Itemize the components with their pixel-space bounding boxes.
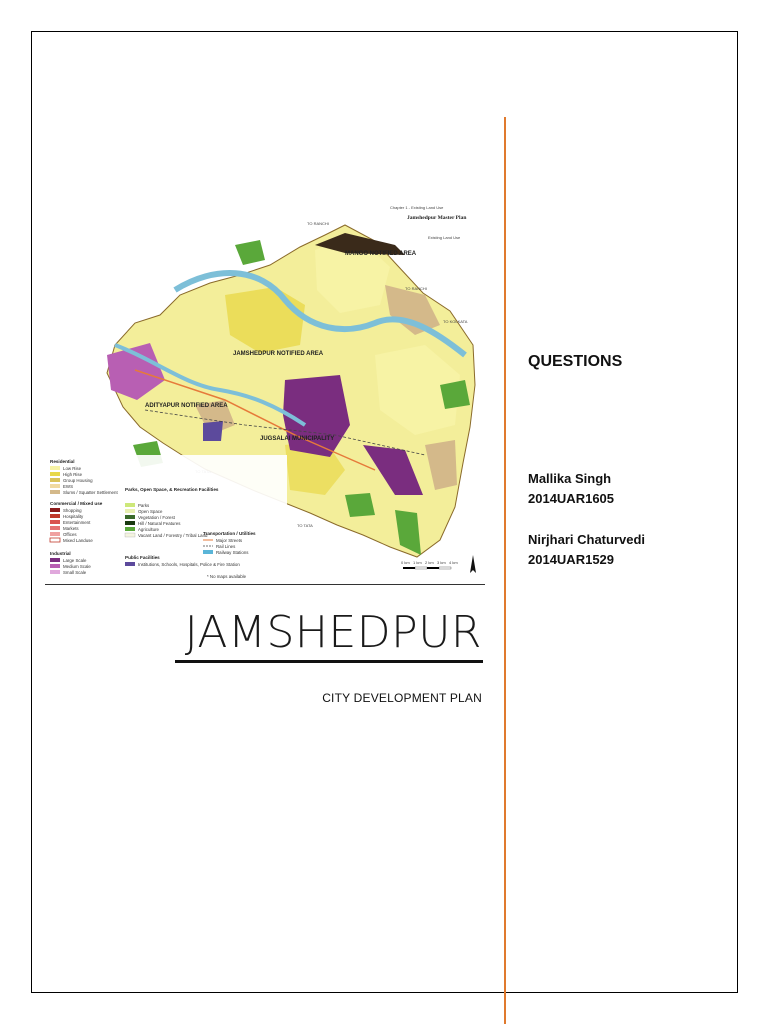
legend-item: Vegetation / Forest [138,515,175,520]
legend-item: Offices [63,532,77,537]
map-header-line1: Chapter 1 - Existing Land Use [390,205,444,210]
legend-public-title: Public Facilities [125,555,160,560]
author-block [528,530,645,570]
legend-swatch [125,562,135,566]
map-header-line3: Existing Land Use [428,235,461,240]
author-id: 2014UAR1529 [528,552,615,567]
author-block [528,469,614,509]
map-label-mango: MANGO NOTIFIED AREA [345,251,417,257]
legend-item: Vacant Land / Forestry / Tribal Land [138,533,208,538]
legend-swatch [50,484,60,488]
legend-item: High Rise [63,472,83,477]
legend-item: Low Rise [63,466,82,471]
vegetation-patch-3 [235,240,265,265]
scale-label: 2 km [425,560,434,565]
map-label-jamshedpur: JAMSHEDPUR NOTIFIED AREA [233,351,324,357]
legend-commercial-title: Commercial / Mixed use [50,501,103,506]
legend-item: Mixed Landuse [63,538,93,543]
vegetation-patch-4 [345,493,375,517]
legend-item: Railway Stations [216,550,249,555]
legend-item: Slums / Squatter Settlement [63,490,118,495]
public-facility-patch [203,421,223,441]
legend-swatch [125,521,135,525]
legend-note: * No maps available [207,574,247,579]
legend-swatch [50,466,60,470]
scale-bar [401,560,458,569]
legend-item: Parks [138,503,150,508]
legend-item: Entertainment [63,520,91,525]
legend-swatch [50,520,60,524]
scale-label: 1 km [413,560,422,565]
legend-swatch [50,490,60,494]
legend-swatch [50,478,60,482]
legend-parks-title: Parks, Open Space, & Recreation Facilities [125,487,219,492]
legend-item: Large Scale [63,558,87,563]
legend-swatch [125,515,135,519]
legend-swatch [50,558,60,562]
legend-item: Major Streets [216,538,243,543]
scale-label: 0 km [401,560,410,565]
legend-swatch [125,509,135,513]
legend-transport-title: Transportation / Utilities [203,531,256,536]
page-subtitle: CITY DEVELOPMENT PLAN [322,691,482,705]
legend-residential-title: Residential [50,459,75,464]
legend-swatch [125,503,135,507]
legend-item: Medium Scale [63,564,91,569]
legend-swatch [50,508,60,512]
legend-item: Markets [63,526,79,531]
scale-label: 3 km [437,560,446,565]
map-label-jugsalai: JUGSALAI MUNICIPALITY [260,436,335,442]
map-header-line2: Jamshedpur Master Plan [407,215,467,221]
legend-swatch [50,514,60,518]
legend-item: Rail Lines [216,544,236,549]
land-use-map [45,195,485,585]
legend-item: Agriculture [138,527,159,532]
legend-item: Hill / Natural Features [138,521,181,526]
author-name: Mallika Singh [528,471,612,486]
road-label-2: TO RANCHI [405,286,427,291]
map-bottom-rule [45,584,485,585]
legend-swatch [50,538,60,542]
legend-item: Hospitality [63,514,84,519]
author-id: 2014UAR1605 [528,491,615,506]
legend-item: Open Space [138,509,163,514]
legend-item: EWS [63,484,74,489]
legend-swatch [203,550,213,554]
page-title: JAMSHEDPUR [184,607,482,658]
legend-item: Small Scale [63,570,87,575]
land-use-map-graphic [45,195,485,585]
scale-label: 4 km [449,560,458,565]
title-underline [175,660,483,663]
legend-swatch [50,532,60,536]
legend-swatch [50,564,60,568]
legend-swatch [125,533,135,537]
legend-swatch [50,526,60,530]
map-label-adityapur: ADITYAPUR NOTIFIED AREA [145,403,228,409]
legend-swatch [50,472,60,476]
vertical-divider [504,117,506,1024]
legend-swatch [125,527,135,531]
road-label-1: TO RANCHI [307,221,329,226]
legend-swatch [50,570,60,574]
vegetation-patch-5 [440,380,470,409]
road-label-4: TO TATA [297,523,313,528]
legend-item: Shopping [63,508,82,513]
north-arrow-icon [470,555,476,573]
road-label-3: TO KOLKATA [443,319,468,324]
author-name: Nirjhari Chaturvedi [528,532,646,547]
questions-heading: QUESTIONS [528,353,623,370]
legend-industrial-title: Industrial [50,551,71,556]
legend-item: Group Housing [63,478,93,483]
legend-item: Institutions, Schools, Hospitals, Police & Fire Station [138,562,240,567]
